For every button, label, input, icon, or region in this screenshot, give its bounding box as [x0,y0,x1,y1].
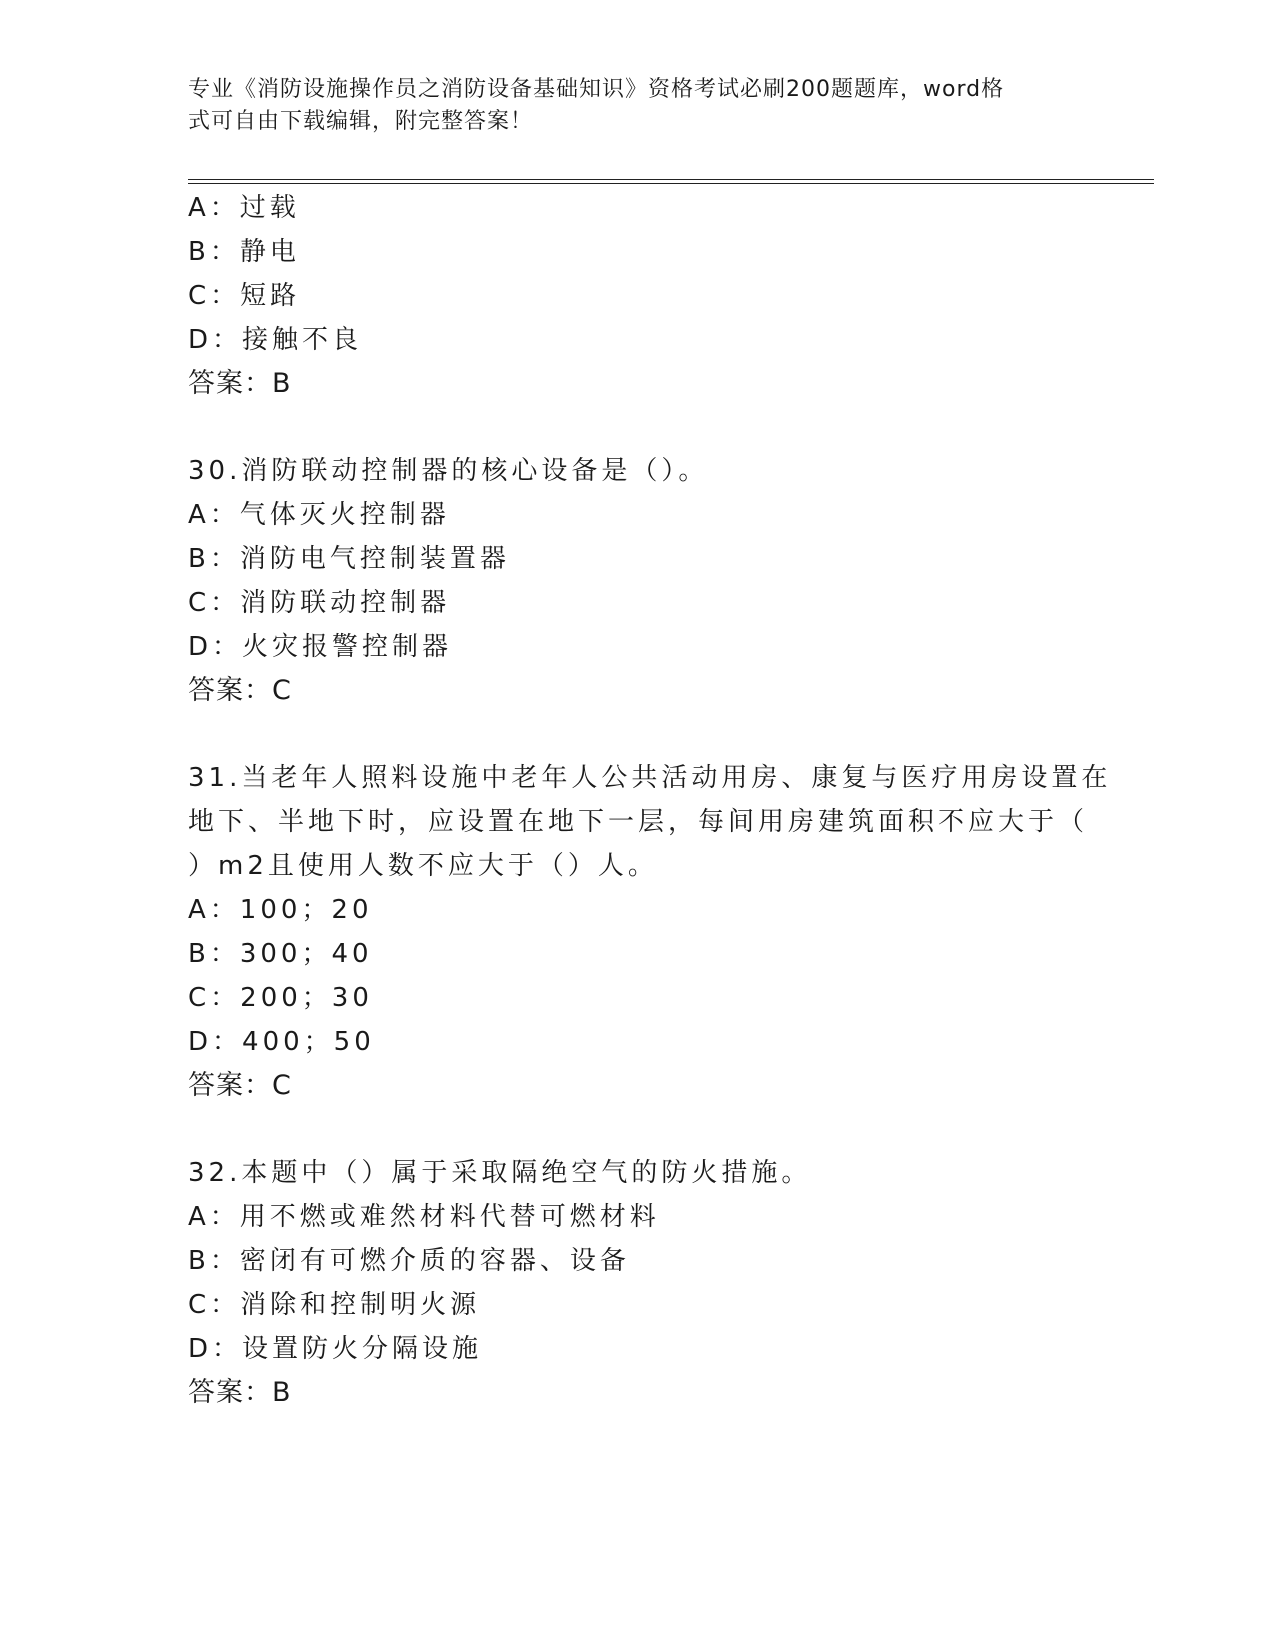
header-rule-top [188,179,1154,180]
header-rule-bottom [188,183,1154,184]
q29-option-d: D：接触不良 [188,325,363,355]
header-title-line-1: 专业《消防设施操作员之消防设备基础知识》资格考试必刷200题题库，word格 [188,77,1005,102]
q32-option-c: C：消除和控制明火源 [188,1290,481,1320]
q30-option-a: A：气体灭火控制器 [188,500,450,530]
header-title-line-2: 式可自由下载编辑，附完整答案！ [188,109,534,134]
q31-option-c: C：200；30 [188,983,373,1013]
q31-option-a: A：100；20 [188,895,373,925]
q30-stem: 30.消防联动控制器的核心设备是（）。 [188,456,709,486]
q32-stem: 32.本题中（）属于采取隔绝空气的防火措施。 [188,1158,812,1188]
q29-option-b: B：静电 [188,237,300,267]
q30-option-c: C：消防联动控制器 [188,588,451,618]
q31-stem-line-2: 地下、半地下时，应设置在地下一层，每间用房建筑面积不应大于（ [188,807,1089,837]
q29-answer: 答案：B [188,368,292,399]
q31-stem-line-3: ）m2且使用人数不应大于（）人。 [188,851,658,881]
q32-option-b: B：密闭有可燃介质的容器、设备 [188,1246,630,1276]
q31-stem-line-1: 31.当老年人照料设施中老年人公共活动用房、康复与医疗用房设置在 [188,763,1112,793]
q29-option-a: A：过载 [188,193,300,223]
q29-option-c: C：短路 [188,281,301,311]
q31-option-d: D：400；50 [188,1027,375,1057]
q31-option-b: B：300；40 [188,939,373,969]
q30-option-b: B：消防电气控制装置器 [188,544,510,574]
document-header [188,74,1088,138]
q30-answer: 答案：C [188,675,292,706]
q32-answer: 答案：B [188,1377,292,1408]
q32-option-a: A：用不燃或难然材料代替可燃材料 [188,1202,660,1232]
q32-option-d: D：设置防火分隔设施 [188,1334,483,1364]
q30-option-d: D：火灾报警控制器 [188,632,453,662]
q31-answer: 答案：C [188,1070,292,1101]
